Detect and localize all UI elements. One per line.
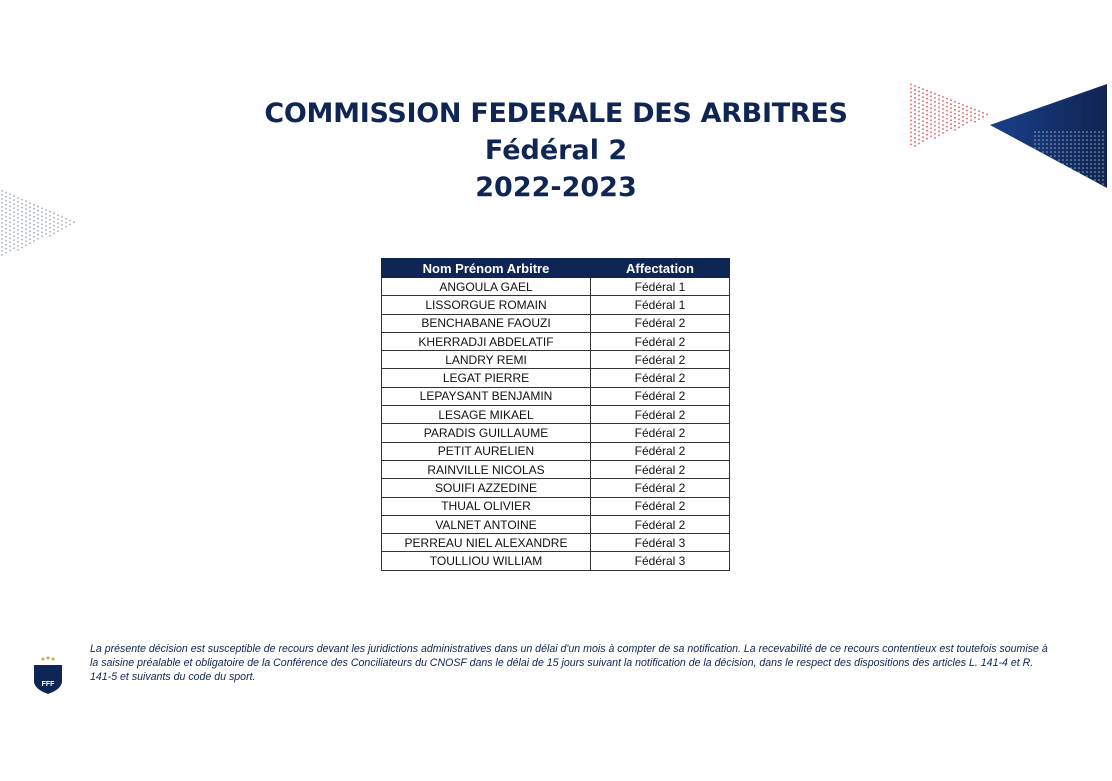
table-row xyxy=(382,314,730,332)
table-row xyxy=(382,534,730,552)
table-row xyxy=(382,442,730,460)
assignment-cell: Fédéral 2 xyxy=(591,497,730,515)
assignment-cell: Fédéral 2 xyxy=(591,515,730,533)
referee-name-cell: BENCHABANE FAOUZI xyxy=(382,314,591,332)
page-subtitle: Fédéral 2 xyxy=(484,135,628,166)
column-header-name: Nom Prénom Arbitre xyxy=(382,259,591,278)
referee-name-cell: LANDRY REMI xyxy=(382,351,591,369)
page-title: COMMISSION FEDERALE DES ARBITRES xyxy=(264,98,848,129)
assignment-cell: Fédéral 2 xyxy=(591,406,730,424)
referee-name-cell: THUAL OLIVIER xyxy=(382,497,591,515)
referee-table xyxy=(381,258,730,571)
logo-text: FFF xyxy=(41,681,55,688)
assignment-cell: Fédéral 3 xyxy=(591,552,730,570)
title-block xyxy=(0,95,1112,206)
referee-name-cell: PARADIS GUILLAUME xyxy=(382,424,591,442)
assignment-cell: Fédéral 1 xyxy=(591,278,730,296)
referee-name-cell: SOUIFI AZZEDINE xyxy=(382,479,591,497)
assignment-cell: Fédéral 2 xyxy=(591,332,730,350)
assignment-cell: Fédéral 2 xyxy=(591,351,730,369)
assignment-cell: Fédéral 2 xyxy=(591,387,730,405)
table-row xyxy=(382,369,730,387)
referee-name-cell: LESAGE MIKAEL xyxy=(382,406,591,424)
referee-name-cell: LEGAT PIERRE xyxy=(382,369,591,387)
table-row xyxy=(382,515,730,533)
table-row xyxy=(382,406,730,424)
assignment-cell: Fédéral 2 xyxy=(591,460,730,478)
referee-name-cell: PERREAU NIEL ALEXANDRE xyxy=(382,534,591,552)
table-row xyxy=(382,479,730,497)
referee-name-cell: LISSORGUE ROMAIN xyxy=(382,296,591,314)
referee-name-cell: TOULLIOU WILLIAM xyxy=(382,552,591,570)
table-row xyxy=(382,278,730,296)
assignment-cell: Fédéral 2 xyxy=(591,424,730,442)
table-header-row xyxy=(382,259,730,278)
table-row xyxy=(382,497,730,515)
fff-logo-icon xyxy=(30,655,66,695)
assignment-cell: Fédéral 3 xyxy=(591,534,730,552)
table-row xyxy=(382,332,730,350)
assignment-cell: Fédéral 2 xyxy=(591,369,730,387)
referee-name-cell: ANGOULA GAEL xyxy=(382,278,591,296)
table-row xyxy=(382,424,730,442)
assignment-cell: Fédéral 1 xyxy=(591,296,730,314)
season-label: 2022-2023 xyxy=(475,172,637,203)
referee-name-cell: LEPAYSANT BENJAMIN xyxy=(382,387,591,405)
table-row xyxy=(382,387,730,405)
referee-name-cell: KHERRADJI ABDELATIF xyxy=(382,332,591,350)
assignment-cell: Fédéral 2 xyxy=(591,479,730,497)
table-row xyxy=(382,351,730,369)
referee-name-cell: PETIT AURELIEN xyxy=(382,442,591,460)
assignment-cell: Fédéral 2 xyxy=(591,314,730,332)
column-header-assignment: Affectation xyxy=(591,259,730,278)
legal-disclaimer: La présente décision est susceptible de recours devant les juridictions administratives dans un délai d'un mois à compter de sa notification. La recevabilité de ce recours contentieux est toutefois soumise à la saisine préalable et obligatoire de la Conférence des Conciliateurs du CNOSF dans le délai de 15 jours suivant la notification de la décision, dans le respect des dispositions des articles L. 141-4 et R. 141-5 et suivants du code du sport. xyxy=(90,643,1048,683)
table-row xyxy=(382,296,730,314)
table-row xyxy=(382,552,730,570)
referee-name-cell: RAINVILLE NICOLAS xyxy=(382,460,591,478)
assignment-cell: Fédéral 2 xyxy=(591,442,730,460)
table-row xyxy=(382,460,730,478)
referee-name-cell: VALNET ANTOINE xyxy=(382,515,591,533)
